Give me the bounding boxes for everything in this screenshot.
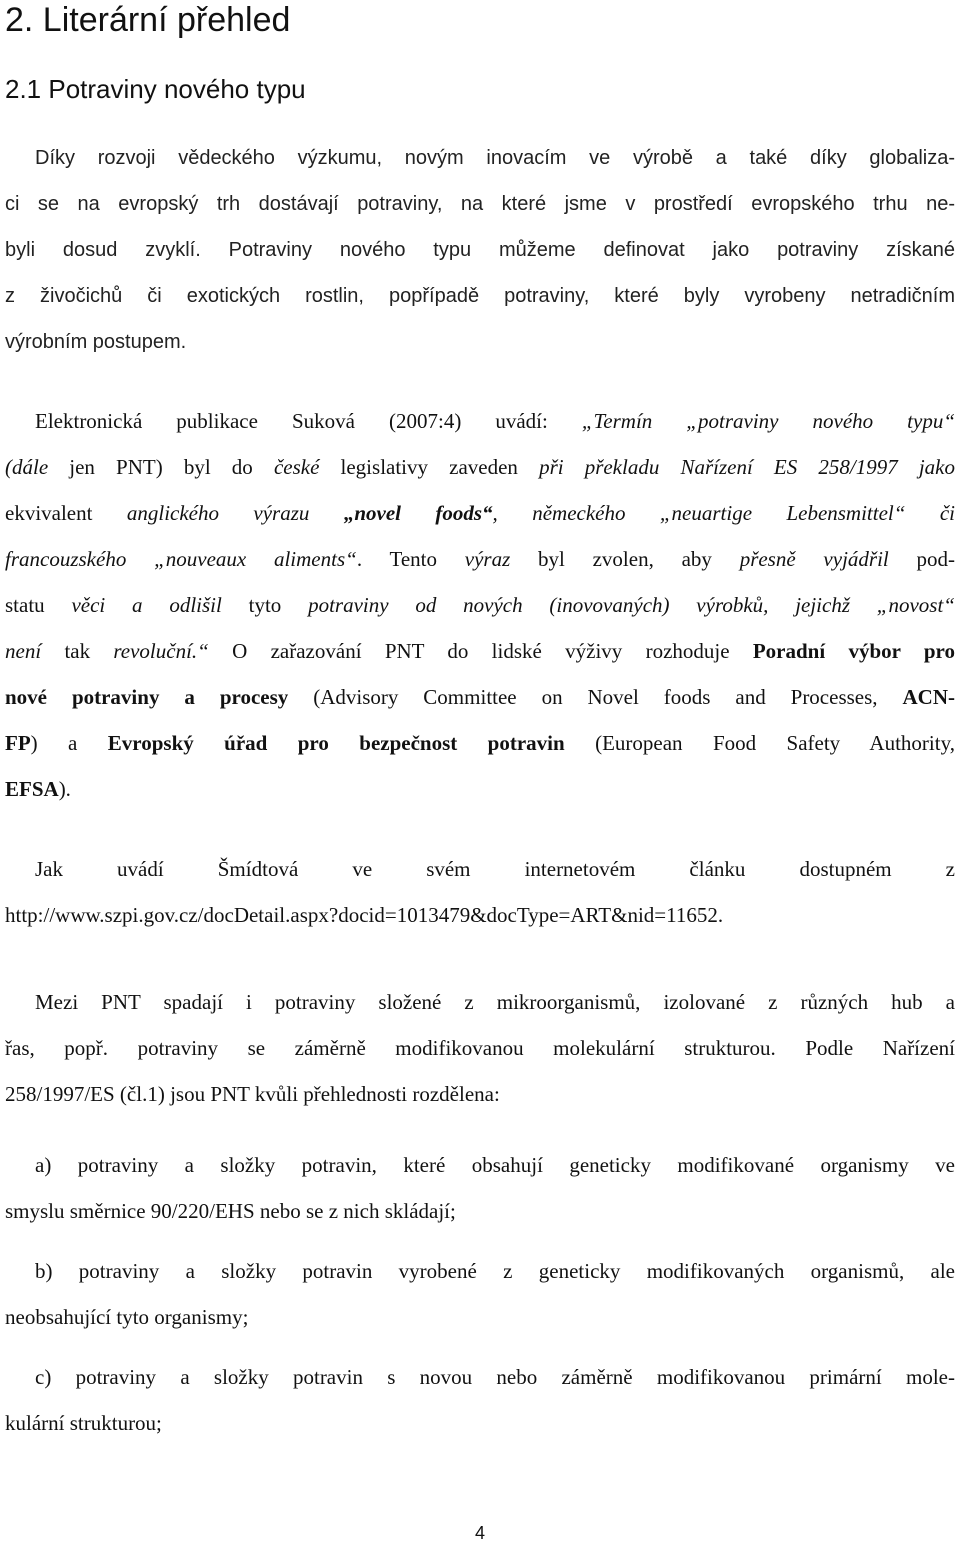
text-line: výrobním postupem. (5, 331, 187, 353)
paragraph-source (5, 846, 955, 938)
italic-run: při překladu Nařízení ES 258/1997 jako (539, 455, 955, 479)
italic-run: české (273, 455, 320, 479)
paragraph-categories (5, 979, 955, 1117)
italic-run: anglického výrazu (126, 501, 344, 525)
text-line (5, 720, 955, 766)
text-line (5, 582, 955, 628)
italic-run: není (5, 639, 42, 663)
text-line (5, 628, 955, 674)
text-line (5, 398, 955, 444)
text-run: tyto (221, 593, 309, 617)
text-line: a) potraviny a složky potravin, které obsahují geneticky modifikované organismy ve (35, 1153, 955, 1177)
text-line: Díky rozvoji vědeckého výzkumu, novým inovacím ve výrobě a také díky globaliza- (35, 147, 955, 169)
text-line: 258/1997/ES (čl.1) jsou PNT kvůli přehlednosti rozdělena: (5, 1082, 500, 1106)
italic-run: věci a odlišil (71, 593, 222, 617)
text-run: ) a (30, 731, 108, 755)
bold-term: Evropský úřad pro bezpečnost potravin (107, 731, 565, 755)
list-item-c (5, 1354, 955, 1446)
italic-run: potraviny od nových (inovovaných) výrobků, jejichž „novost“ (308, 593, 955, 617)
text-line: z živočichů či exotických rostlin, popřípadě potraviny, které byly vyrobeny netradičním (5, 285, 955, 307)
italic-run: francouzského „nouveaux aliments“ (5, 547, 357, 571)
text-run: ekvivalent (5, 501, 127, 525)
text-line (5, 444, 955, 490)
chapter-heading: 2. Literární přehled (5, 1, 291, 39)
text-line: byli dosud zvyklí. Potraviny nového typu můžeme definovat jako potraviny získané (5, 239, 955, 261)
italic-run: revoluční.“ (113, 639, 209, 663)
text-run: (European Food Safety Authority, (564, 731, 955, 755)
text-run: . Tento (356, 547, 465, 571)
list-item-a (5, 1142, 955, 1234)
text-run: jen PNT) byl do (48, 455, 274, 479)
text-line: kulární strukturou; (5, 1411, 162, 1435)
bold-term: FP (5, 731, 31, 755)
source-url: http://www.szpi.gov.cz/docDetail.aspx?docid=1013479&docType=ART&nid=11652. (5, 903, 724, 927)
text-run: tak (41, 639, 114, 663)
italic-run: přesně vyjádřil (739, 547, 889, 571)
italic-run: , německého „neuartige Lebensmittel“ či (492, 501, 955, 525)
text-line (5, 536, 955, 582)
text-line: neobsahující tyto organismy; (5, 1305, 249, 1329)
page-number: 4 (474, 1523, 485, 1543)
text-run: (Advisory Committee on Novel foods and Processes, (288, 685, 903, 709)
paragraph-definition (5, 398, 955, 812)
text-line: řas, popř. potraviny se záměrně modifikovanou molekulární strukturou. Podle Nařízení (5, 1036, 955, 1060)
list-item-b (5, 1248, 955, 1340)
text-run: ). (58, 777, 71, 801)
text-line (5, 674, 955, 720)
text-line: ci se na evropský trh dostávají potraviny, na které jsme v prostředí evropského trhu ne- (5, 193, 955, 215)
bold-term: ACN- (902, 685, 955, 709)
bold-term: EFSA (5, 777, 59, 801)
text-line: smyslu směrnice 90/220/EHS nebo se z nich skládají; (5, 1199, 456, 1223)
text-run: statu (5, 593, 72, 617)
italic-run: výraz (464, 547, 511, 571)
bold-term: nové potraviny a procesy (5, 685, 289, 709)
italic-run: (dále (5, 455, 49, 479)
text-run: legislativy zaveden (319, 455, 540, 479)
text-line: c) potraviny a složky potravin s novou nebo záměrně modifikovanou primární mole- (35, 1365, 955, 1389)
text-line: Mezi PNT spadají i potraviny složené z mikroorganismů, izolované z různých hub a (35, 990, 955, 1014)
section-heading: 2.1 Potraviny nového typu (5, 74, 306, 104)
text-line (5, 766, 955, 812)
text-run: Elektronická publikace Suková (2007:4) uvádí: (35, 409, 582, 433)
text-run: pod- (888, 547, 955, 571)
text-line: Jak uvádí Šmídtová ve svém internetovém článku dostupném z (35, 857, 955, 881)
bold-italic-term: „novel foods“ (343, 501, 493, 525)
italic-quote: „Termín „potraviny nového typu“ (581, 409, 955, 433)
bold-term: Poradní výbor pro (752, 639, 955, 663)
paragraph-intro (5, 135, 955, 365)
text-line (5, 490, 955, 536)
text-line: b) potraviny a složky potravin vyrobené z geneticky modifikovaných organismů, ale (35, 1259, 955, 1283)
text-run: byl zvolen, aby (510, 547, 740, 571)
text-run: O zařazování PNT do lidské výživy rozhoduje (208, 639, 753, 663)
